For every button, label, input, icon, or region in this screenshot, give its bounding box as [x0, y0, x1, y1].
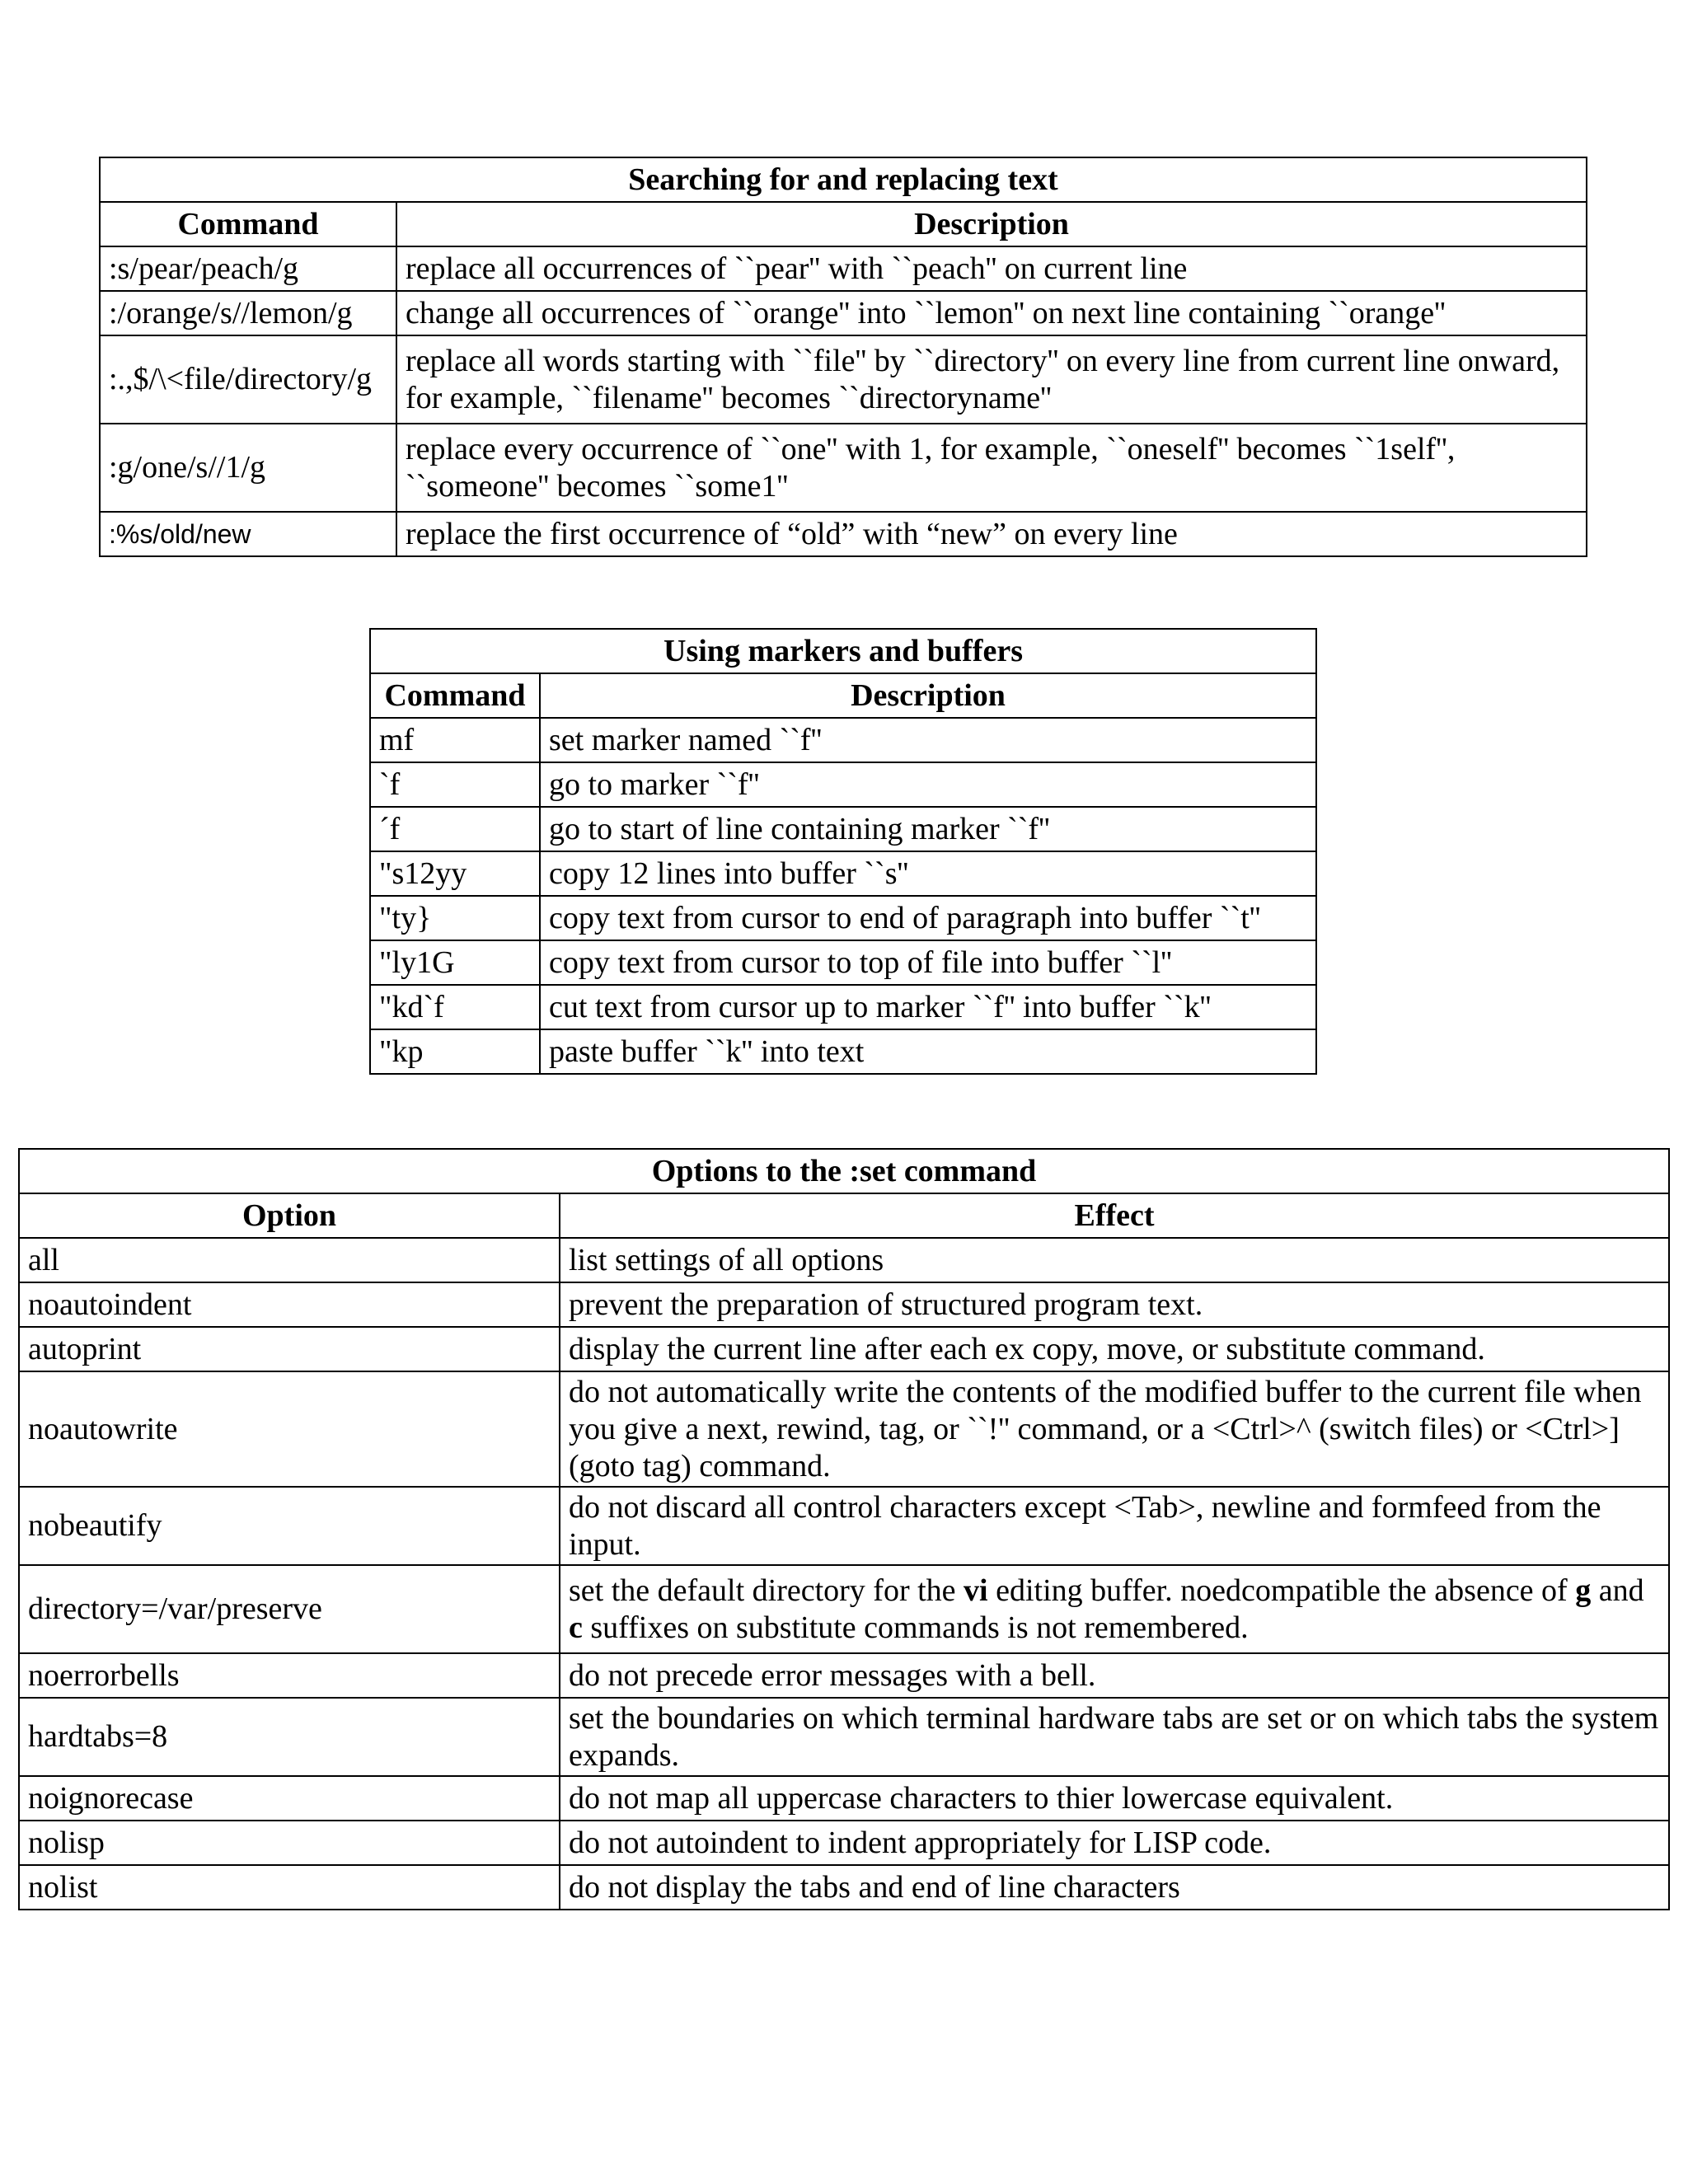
table-row [370, 807, 1316, 851]
description-cell: change all occurrences of ``orange'' into ``lemon'' on next line containing ``orange'' [396, 291, 1587, 335]
table-row [100, 246, 1587, 291]
option-cell: noerrorbells [19, 1653, 560, 1698]
table-row [19, 1565, 1669, 1653]
table-row [370, 985, 1316, 1029]
table-title: Searching for and replacing text [100, 157, 1587, 202]
option-cell: autoprint [19, 1327, 560, 1371]
command-cell: "kd`f [370, 985, 540, 1029]
description-cell: cut text from cursor up to marker ``f'' into buffer ``k'' [540, 985, 1316, 1029]
description-cell: copy text from cursor to top of file into buffer ``l'' [540, 940, 1316, 985]
table-row [19, 1776, 1669, 1821]
table-row [370, 940, 1316, 985]
command-cell: :s/pear/peach/g [100, 246, 396, 291]
effect-cell: set the default directory for the vi editing buffer. noedcompatible the absence of g and c suffixes on substitute commands is not remembered. [560, 1565, 1669, 1653]
effect-cell: do not autoindent to indent appropriately for LISP code. [560, 1821, 1669, 1865]
option-cell: noignorecase [19, 1776, 560, 1821]
set-options-table [18, 1148, 1670, 1910]
effect-cell: do not automatically write the contents of the modified buffer to the current file when you give a next, rewind, tag, or ``!'' command, or a <Ctrl>^ (switch files) or <Ctrl>] (goto tag) command. [560, 1371, 1669, 1487]
option-cell: nolist [19, 1865, 560, 1910]
effect-cell: prevent the preparation of structured program text. [560, 1282, 1669, 1327]
command-cell: :%s/old/new [100, 512, 396, 556]
command-cell: ´f [370, 807, 540, 851]
table-row [370, 896, 1316, 940]
effect-cell: set the boundaries on which terminal hardware tabs are set or on which tabs the system expands. [560, 1698, 1669, 1776]
table-row [370, 851, 1316, 896]
description-cell: set marker named ``f'' [540, 718, 1316, 762]
column-header-command: Command [370, 673, 540, 718]
table-row [370, 718, 1316, 762]
table-row [19, 1282, 1669, 1327]
description-cell: replace all words starting with ``file'' by ``directory'' on every line from current line onward, for example, ``filename'' becomes ``directoryname'' [396, 335, 1587, 424]
column-header-description: Description [396, 202, 1587, 246]
column-header-description: Description [540, 673, 1316, 718]
table-title: Options to the :set command [19, 1149, 1669, 1193]
table-row [19, 1653, 1669, 1698]
table-row [19, 1238, 1669, 1282]
option-cell: nolisp [19, 1821, 560, 1865]
command-cell: :g/one/s//1/g [100, 424, 396, 512]
description-cell: replace every occurrence of ``one'' with 1, for example, ``oneself'' becomes ``1self'', ``someone'' becomes ``some1'' [396, 424, 1587, 512]
effect-cell: do not display the tabs and end of line characters [560, 1865, 1669, 1910]
table-row [19, 1327, 1669, 1371]
description-cell: go to start of line containing marker ``f'' [540, 807, 1316, 851]
table-row [19, 1487, 1669, 1565]
table-row [19, 1821, 1669, 1865]
command-cell: mf [370, 718, 540, 762]
table-row [19, 1698, 1669, 1776]
command-cell: "s12yy [370, 851, 540, 896]
table-row [100, 335, 1587, 424]
description-cell: paste buffer ``k'' into text [540, 1029, 1316, 1074]
command-cell: "ty} [370, 896, 540, 940]
description-cell: replace all occurrences of ``pear'' with ``peach'' on current line [396, 246, 1587, 291]
table-row [19, 1865, 1669, 1910]
table-row [370, 762, 1316, 807]
column-header-effect: Effect [560, 1193, 1669, 1238]
option-cell: nobeautify [19, 1487, 560, 1565]
table-row [370, 1029, 1316, 1074]
effect-cell: list settings of all options [560, 1238, 1669, 1282]
description-cell: replace the first occurrence of “old” with “new” on every line [396, 512, 1587, 556]
table-row [100, 291, 1587, 335]
effect-cell: do not discard all control characters except <Tab>, newline and formfeed from the input. [560, 1487, 1669, 1565]
command-cell: :/orange/s//lemon/g [100, 291, 396, 335]
column-header-command: Command [100, 202, 396, 246]
effect-cell: display the current line after each ex copy, move, or substitute command. [560, 1327, 1669, 1371]
option-cell: directory=/var/preserve [19, 1565, 560, 1653]
table-row [19, 1371, 1669, 1487]
option-cell: noautoindent [19, 1282, 560, 1327]
description-cell: copy 12 lines into buffer ``s'' [540, 851, 1316, 896]
command-cell: "kp [370, 1029, 540, 1074]
command-cell: :.,$/\<file/directory/g [100, 335, 396, 424]
markers-buffers-table [369, 628, 1317, 1075]
command-cell: "ly1G [370, 940, 540, 985]
option-cell: all [19, 1238, 560, 1282]
effect-cell: do not map all uppercase characters to thier lowercase equivalent. [560, 1776, 1669, 1821]
column-header-option: Option [19, 1193, 560, 1238]
option-cell: hardtabs=8 [19, 1698, 560, 1776]
effect-cell: do not precede error messages with a bell. [560, 1653, 1669, 1698]
description-cell: copy text from cursor to end of paragraph into buffer ``t'' [540, 896, 1316, 940]
command-cell: `f [370, 762, 540, 807]
option-cell: noautowrite [19, 1371, 560, 1487]
table-title: Using markers and buffers [370, 629, 1316, 673]
table-row [100, 424, 1587, 512]
search-replace-table [99, 157, 1587, 557]
description-cell: go to marker ``f'' [540, 762, 1316, 807]
table-row [100, 512, 1587, 556]
